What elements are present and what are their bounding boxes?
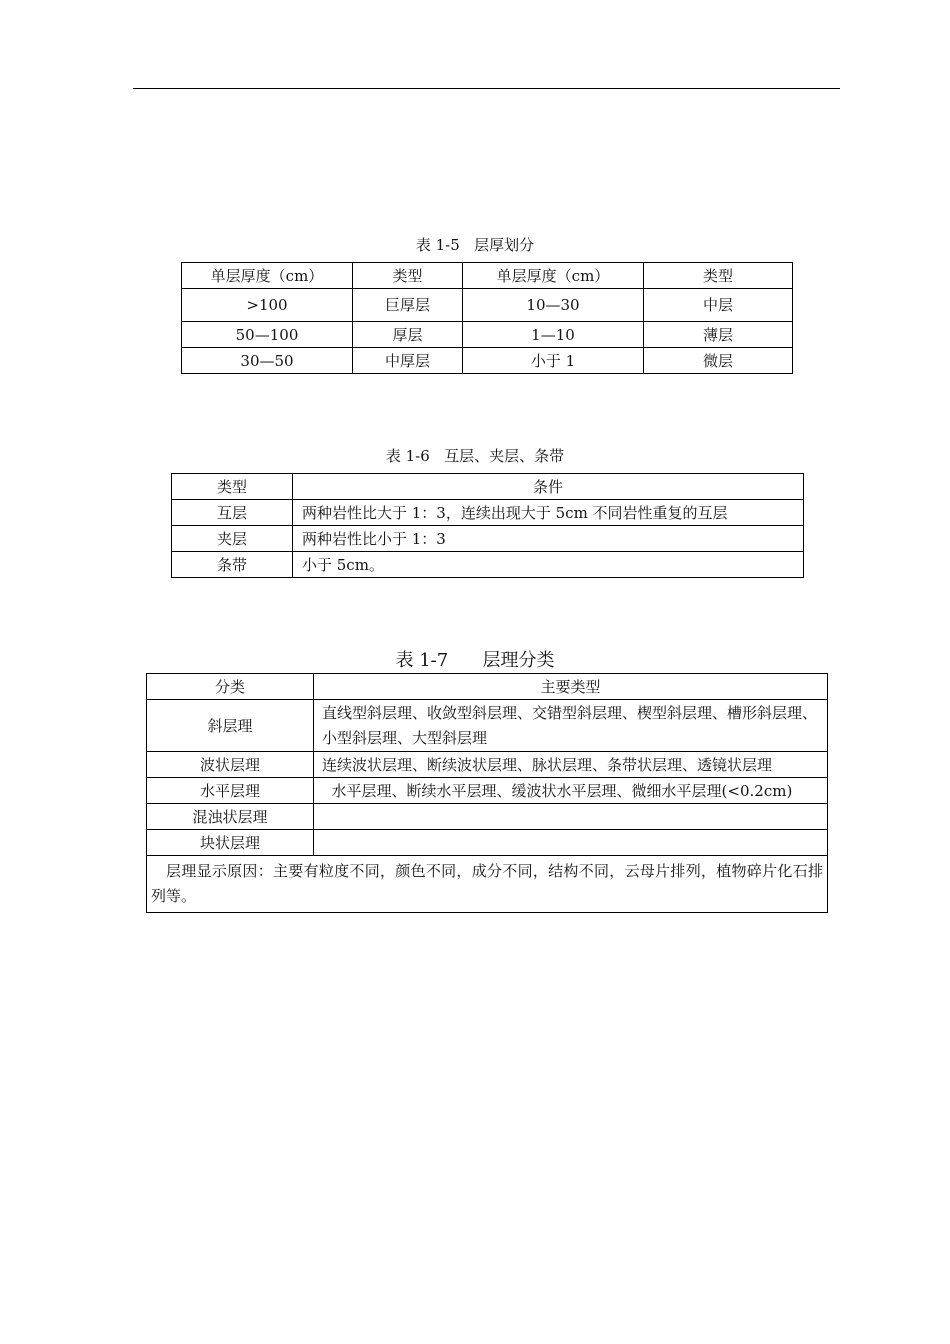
table-cell: 1—10 [463,322,644,348]
table-row [172,526,804,552]
header-cell: 单层厚度（cm） [182,263,353,289]
table-cell: 厚层 [353,322,463,348]
table-header-row [182,263,793,289]
table-1-7-caption: 表 1-7 层理分类 [395,650,555,671]
table-cell: 中层 [644,289,793,322]
table-cell: 30—50 [182,348,353,374]
table-row [172,552,804,578]
header-cell: 类型 [644,263,793,289]
table-cell [314,830,828,856]
table-cell: 两种岩性比大于 1：3，连续出现大于 5cm 不同岩性重复的互层 [293,500,804,526]
table-cell: 两种岩性比小于 1：3 [293,526,804,552]
table-row [182,322,793,348]
table-1-6-caption: 表 1-6 互层、夹层、条带 [385,447,565,465]
table-row [147,752,828,778]
table-cell: 小于 5cm。 [293,552,804,578]
header-cell: 分类 [147,674,314,700]
table-cell: 波状层理 [147,752,314,778]
table-cell: 直线型斜层理、收敛型斜层理、交错型斜层理、楔型斜层理、槽形斜层理、小型斜层理、大型斜层理 [314,700,828,752]
table-1-6 [171,473,804,578]
table-row [147,830,828,856]
table-cell: 连续波状层理、断续波状层理、脉状层理、条带状层理、透镜状层理 [314,752,828,778]
table-cell: >100 [182,289,353,322]
table-cell: 巨厚层 [353,289,463,322]
table-cell: 夹层 [172,526,293,552]
table-cell: 微层 [644,348,793,374]
header-rule [133,88,840,89]
table-note: 层理显示原因：主要有粒度不同，颜色不同，成分不同，结构不同，云母片排列，植物碎片化石排列等。 [147,856,828,913]
header-cell: 类型 [353,263,463,289]
table-cell: 混浊状层理 [147,804,314,830]
table-1-5 [181,262,793,374]
header-cell: 条件 [293,474,804,500]
table-cell: 10—30 [463,289,644,322]
table-row [182,348,793,374]
table-cell: 中厚层 [353,348,463,374]
table-cell: 块状层理 [147,830,314,856]
header-cell: 类型 [172,474,293,500]
table-note-row [147,856,828,913]
table-row [147,778,828,804]
header-cell: 单层厚度（cm） [463,263,644,289]
table-cell: 条带 [172,552,293,578]
table-row [182,289,793,322]
table-cell: 水平层理 [147,778,314,804]
table-row [172,500,804,526]
table-cell: 50—100 [182,322,353,348]
table-header-row [172,474,804,500]
table-cell: 互层 [172,500,293,526]
table-row [147,700,828,752]
table-1-7 [146,673,828,913]
table-header-row [147,674,828,700]
table-cell: 斜层理 [147,700,314,752]
table-cell: 小于 1 [463,348,644,374]
header-cell: 主要类型 [314,674,828,700]
table-cell: 水平层理、断续水平层理、缓波状水平层理、微细水平层理(<0.2cm) [314,778,828,804]
table-cell [314,804,828,830]
table-row [147,804,828,830]
table-1-5-caption: 表 1-5 层厚划分 [415,236,535,254]
table-cell: 薄层 [644,322,793,348]
